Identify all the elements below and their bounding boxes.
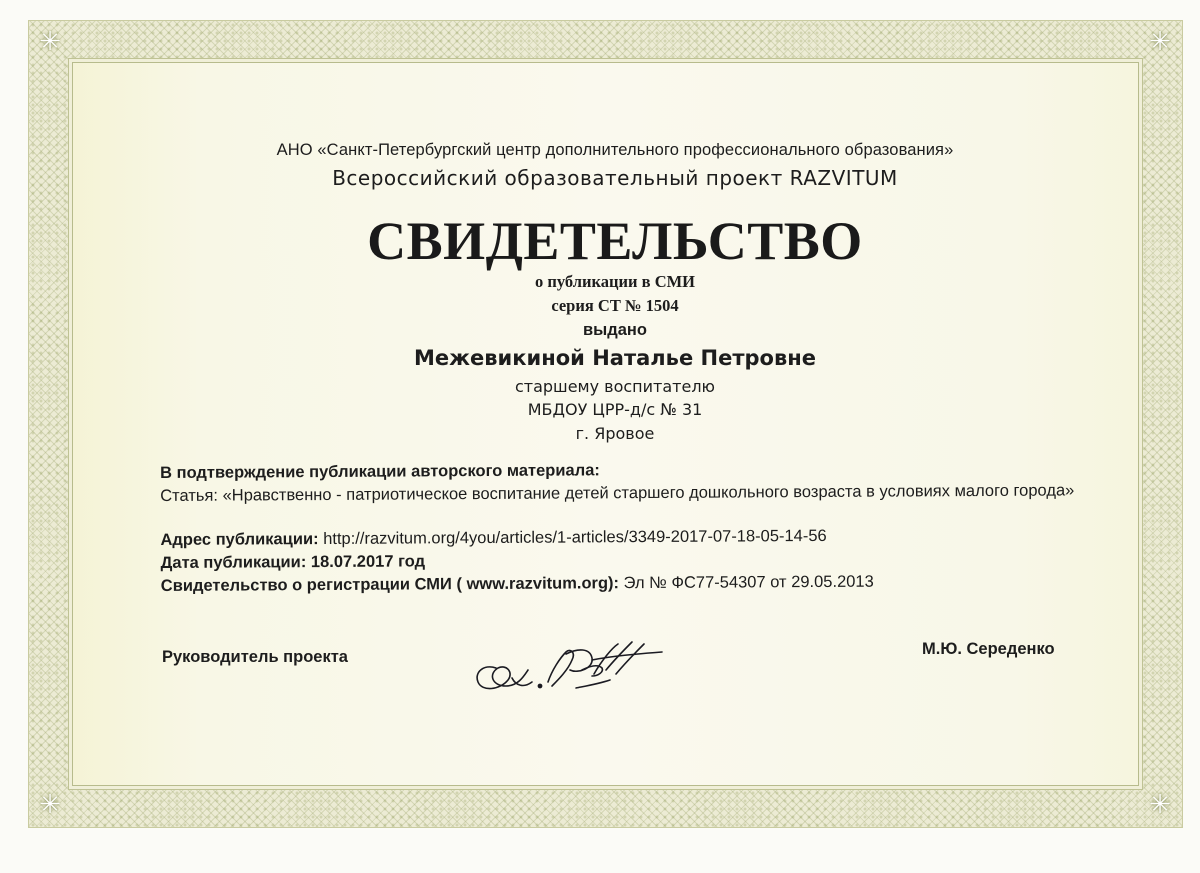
certificate-subtitle: о публикации в СМИ xyxy=(534,272,696,291)
article-line xyxy=(160,479,1090,529)
address-value: http://razvitum.org/4you/articles/1-articles/3349-2017-07-18-05-14-56 xyxy=(323,526,827,549)
recipient-city: г. Яровое xyxy=(575,424,655,443)
corner-star-icon: ✳ xyxy=(1149,790,1171,820)
recipient-institution: МБДОУ ЦРР-д/с № 31 xyxy=(527,400,703,419)
handwritten-signature xyxy=(466,630,681,705)
organization-name: АНО «Санкт-Петербургский центр дополнительного профессионального образования» xyxy=(276,141,954,159)
date-label: Дата публикации: xyxy=(160,553,307,572)
corner-star-icon: ✳ xyxy=(1149,27,1171,57)
corner-star-icon: ✳ xyxy=(39,27,61,57)
confirmation-heading: В подтверждение публикации авторского материала: xyxy=(160,461,600,482)
publication-details xyxy=(160,456,1101,598)
article-label: Статья: xyxy=(160,486,219,505)
certificate-title: СВИДЕТЕЛЬСТВО xyxy=(367,211,863,271)
corner-star-icon: ✳ xyxy=(39,790,61,820)
issued-label: выдано xyxy=(583,321,647,339)
signatory-name: М.Ю. Середенко xyxy=(922,640,1055,658)
registration-value: Эл № ФС77-54307 от 29.05.2013 xyxy=(623,572,874,593)
address-label: Адрес публикации: xyxy=(160,530,319,549)
registration-label: Свидетельство о регистрации СМИ ( www.razvitum.org): xyxy=(160,574,620,595)
recipient-position: старшему воспитателю xyxy=(514,377,716,396)
article-title: «Нравственно - патриотическое воспитание детей старшего дошкольного возраста в условиях малого города» xyxy=(222,481,1075,505)
signatory-role: Руководитель проекта xyxy=(162,648,348,666)
recipient-name: Межевикиной Наталье Петровне xyxy=(413,346,816,370)
project-name: Всероссийский образовательный проект RAZVITUM xyxy=(332,166,898,190)
date-value: 18.07.2017 год xyxy=(310,552,426,572)
certificate-series: серия СТ № 1504 xyxy=(551,296,679,315)
